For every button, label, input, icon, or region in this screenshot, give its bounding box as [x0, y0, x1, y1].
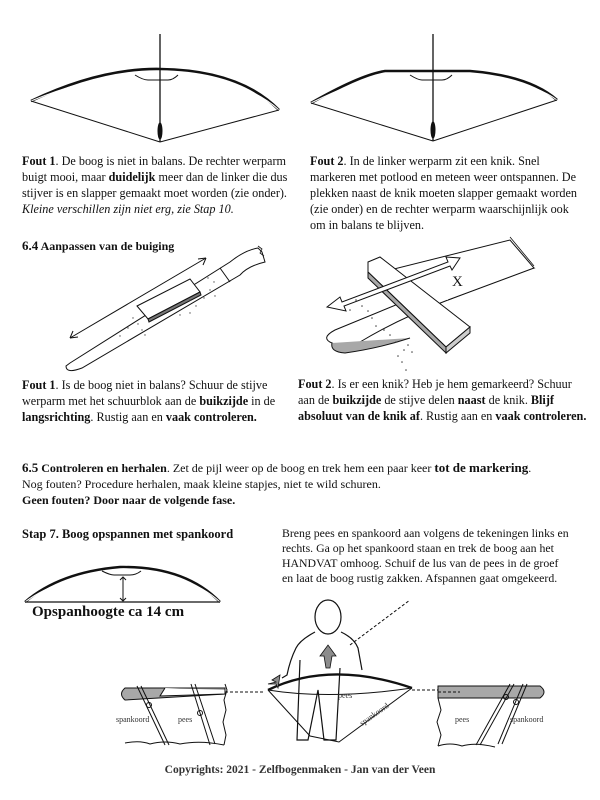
person-stringing-diagram — [268, 600, 440, 742]
section-6-4-heading: 6.4 Aanpassen van de buiging — [22, 238, 175, 253]
label-spankoord-left: spankoord — [116, 715, 150, 724]
sanding-crosswise-diagram — [327, 237, 534, 353]
fout-1-description: Fout 1. De boog is niet in balans. De rechter werparm buigt mooi, maar duidelijk meer dan de linker die dus stijver is en slapper gemaakt moet worden (zie onder). Kleine verschillen zijn niet erg, zie Stap 10. — [22, 154, 288, 216]
label-pees-left: pees — [178, 715, 193, 724]
fout-2-remedy: Fout 2. Is er een knik? Heb je hem gemarkeerd? Schuur aan de buikzijde de stijve delen naast de knik. Blijf absoluut van de knik af. Rustig aan en vaak controleren. — [298, 377, 587, 423]
label-pees-right: pees — [455, 715, 470, 724]
limb-tip-right-detail — [437, 684, 544, 747]
brace-height-caption: Opspanhoogte ca 14 cm — [32, 604, 185, 620]
label-pees-center: pees — [338, 691, 353, 700]
fout-1-label: Fout 1 — [22, 154, 56, 168]
up-arrow-icon — [320, 645, 336, 668]
brace-height-diagram — [25, 567, 220, 602]
bow-diagram-fout-2 — [311, 34, 557, 141]
fout-1-remedy: Fout 1. Is de boog niet in balans? Schuur de stijve werparm met het schuurblok aan de buikzijde in de langsrichting. Rustig aan en vaak controleren. — [22, 378, 276, 424]
copyright-footer: Copyrights: 2021 - Zelfbogenmaken - Jan van der Veen — [164, 764, 436, 776]
bow-diagram-fout-1 — [31, 34, 279, 142]
label-spankoord-right: spankoord — [510, 715, 544, 724]
kink-x-mark: X — [452, 274, 463, 290]
arrow-fletching — [158, 123, 162, 139]
stap-7-heading: Stap 7. Boog opspannen met spankoord — [22, 527, 234, 541]
section-6-5-heading: Controleren en herhalen — [38, 461, 167, 475]
section-6-5: 6.5 Controleren en herhalen. Zet de pijl weer op de boog en trek hem een paar keer tot de markering. Nog fouten? Procedure herhalen, maak kleine stapjes, niet te wild schuren. Geen fouten? Door naar de volgende fase. — [22, 460, 532, 507]
sanding-lengthwise-diagram — [66, 246, 265, 371]
stap-7-instructions: Breng pees en spankoord aan volgens de tekeningen links en rechts. Ga op het spankoord staan en trek de boog aan het HANDVAT omhoog. Schuif de lus van de pees in de groef en laat de boog rustig zakken. Afspannen gaat omgekeerd. — [282, 526, 569, 585]
fout-2-description: Fout 2. In de linker werparm zit een knik. Snel markeren met potlood en meteen weer ontspannen. De plekken naast de knik moeten slapper gemaakt worden (zie onder) en de rechter werparm waarschijnlijk ook om in balans te blijven. — [310, 154, 578, 232]
label-spankoord-center: spankoord — [357, 701, 391, 728]
limb-tip-left-detail — [116, 684, 265, 745]
fout-1-note: Kleine verschillen zijn niet erg, zie Stap 10. — [22, 202, 234, 216]
fout-2-label: Fout 2 — [310, 154, 344, 168]
